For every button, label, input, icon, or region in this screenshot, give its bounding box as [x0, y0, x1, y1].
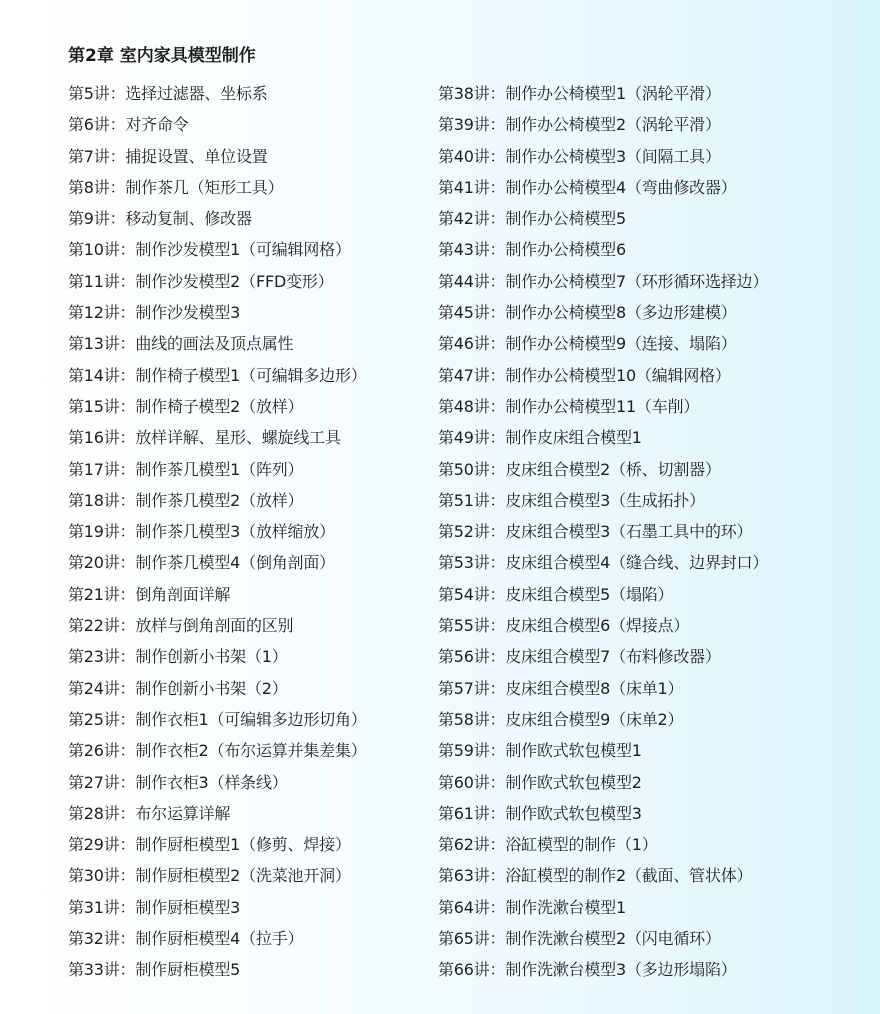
lesson-item: [68, 613, 433, 644]
lesson-text: 第63讲：浴缸模型的制作2（截面、管状体）: [438, 866, 753, 886]
lesson-text: 第18讲：制作茶几模型2（放样）: [68, 490, 304, 510]
lesson-item: [438, 676, 878, 707]
lesson-text: 第44讲：制作办公椅模型7（环形循环选择边）: [438, 271, 769, 291]
lesson-item: [438, 300, 878, 331]
lesson-item: [438, 707, 878, 738]
lesson-text: 第21讲：倒角剖面详解: [68, 584, 231, 604]
lesson-item: [438, 394, 878, 425]
lesson-item: [438, 331, 878, 362]
lesson-text: 第31讲：制作厨柜模型3: [68, 897, 241, 917]
lesson-item: [68, 519, 433, 550]
lesson-text: 第11讲：制作沙发模型2（FFD变形）: [68, 271, 334, 291]
lesson-text: 第6讲：对齐命令: [68, 115, 189, 135]
lesson-item: [438, 738, 878, 769]
lesson-text: 第58讲：皮床组合模型9（床单2）: [438, 709, 684, 729]
lesson-item: [68, 738, 433, 769]
lesson-item: [438, 957, 878, 988]
lesson-text: 第66讲：制作洗漱台模型3（多边形塌陷）: [438, 960, 737, 980]
lesson-text: 第28讲：布尔运算详解: [68, 803, 231, 823]
lesson-item: [438, 644, 878, 675]
lesson-item: [68, 801, 433, 832]
lesson-item: [68, 269, 433, 300]
lesson-text: 第20讲：制作茶几模型4（倒角剖面）: [68, 553, 335, 573]
lesson-item: [438, 926, 878, 957]
lesson-list-right: [438, 81, 878, 989]
lesson-text: 第9讲：移动复制、修改器: [68, 209, 252, 229]
lesson-item: [68, 644, 433, 675]
lesson-text: 第60讲：制作欧式软包模型2: [438, 772, 642, 792]
lesson-text: 第17讲：制作茶几模型1（阵列）: [68, 459, 304, 479]
lesson-item: [68, 112, 433, 143]
lesson-item: [438, 863, 878, 894]
lesson-text: 第48讲：制作办公椅模型11（车削）: [438, 396, 700, 416]
lesson-text: 第10讲：制作沙发模型1（可编辑网格）: [68, 240, 351, 260]
lesson-item: [438, 363, 878, 394]
lesson-item: [68, 770, 433, 801]
lesson-text: 第38讲：制作办公椅模型1（涡轮平滑）: [438, 84, 721, 103]
lesson-text: 第7讲：捕捉设置、单位设置: [68, 146, 268, 166]
lesson-item: [68, 676, 433, 707]
lesson-item: [68, 81, 433, 112]
lesson-text: 第45讲：制作办公椅模型8（多边形建模）: [438, 303, 737, 323]
lesson-text: 第15讲：制作椅子模型2（放样）: [68, 396, 304, 416]
lesson-text: 第25讲：制作衣柜1（可编辑多边形切角）: [68, 709, 367, 729]
lesson-item: [68, 926, 433, 957]
lesson-item: [438, 175, 878, 206]
lesson-item: [438, 770, 878, 801]
lesson-list-left: [68, 81, 433, 989]
lesson-item: [68, 206, 433, 237]
lesson-text: 第19讲：制作茶几模型3（放样缩放）: [68, 522, 335, 542]
lesson-text: 第57讲：皮床组合模型8（床单1）: [438, 678, 684, 698]
lesson-item: [438, 425, 878, 456]
lesson-text: 第52讲：皮床组合模型3（石墨工具中的环）: [438, 522, 753, 542]
lesson-item: [68, 582, 433, 613]
lesson-item: [68, 957, 433, 988]
lesson-text: 第64讲：制作洗漱台模型1: [438, 897, 626, 917]
lesson-item: [68, 863, 433, 894]
lesson-text: 第13讲：曲线的画法及顶点属性: [68, 334, 294, 354]
lesson-text: 第8讲：制作茶几（矩形工具）: [68, 177, 284, 197]
lesson-item: [68, 457, 433, 488]
lesson-item: [438, 112, 878, 143]
lesson-item: [68, 175, 433, 206]
lesson-item: [68, 300, 433, 331]
lesson-item: [438, 582, 878, 613]
lesson-text: 第32讲：制作厨柜模型4（拉手）: [68, 929, 304, 949]
lesson-item: [68, 707, 433, 738]
lesson-item: [438, 519, 878, 550]
lesson-item: [438, 457, 878, 488]
lesson-item: [68, 895, 433, 926]
lesson-item: [438, 81, 878, 112]
lesson-text: 第24讲：制作创新小书架（2）: [68, 678, 288, 698]
lesson-text: 第59讲：制作欧式软包模型1: [438, 741, 642, 761]
lesson-text: 第27讲：制作衣柜3（样条线）: [68, 772, 288, 792]
lesson-item: [438, 206, 878, 237]
lesson-text: 第40讲：制作办公椅模型3（间隔工具）: [438, 146, 721, 166]
lesson-text: 第22讲：放样与倒角剖面的区别: [68, 616, 294, 636]
lesson-item: [438, 613, 878, 644]
lesson-text: 第23讲：制作创新小书架（1）: [68, 647, 288, 667]
lesson-item: [438, 144, 878, 175]
lesson-item: [438, 801, 878, 832]
lesson-item: [68, 237, 433, 268]
lesson-text: 第16讲：放样详解、星形、螺旋线工具: [68, 428, 341, 448]
lesson-text: 第30讲：制作厨柜模型2（洗菜池开洞）: [68, 866, 351, 886]
lesson-item: [438, 488, 878, 519]
lesson-text: 第12讲：制作沙发模型3: [68, 303, 241, 323]
lesson-text: 第42讲：制作办公椅模型5: [438, 209, 626, 229]
lesson-text: 第26讲：制作衣柜2（布尔运算并集差集）: [68, 741, 367, 761]
lesson-item: [68, 144, 433, 175]
lesson-text: 第33讲：制作厨柜模型5: [68, 960, 241, 980]
lesson-item: [68, 331, 433, 362]
lesson-text: 第43讲：制作办公椅模型6: [438, 240, 626, 260]
lesson-item: [438, 832, 878, 863]
lesson-item: [438, 895, 878, 926]
lesson-item: [68, 425, 433, 456]
lesson-text: 第61讲：制作欧式软包模型3: [438, 803, 642, 823]
lesson-text: 第53讲：皮床组合模型4（缝合线、边界封口）: [438, 553, 769, 573]
lesson-text: 第49讲：制作皮床组合模型1: [438, 428, 642, 448]
lesson-text: 第51讲：皮床组合模型3（生成拓扑）: [438, 490, 705, 510]
lesson-text: 第50讲：皮床组合模型2（桥、切割器）: [438, 459, 721, 479]
lesson-text: 第56讲：皮床组合模型7（布料修改器）: [438, 647, 721, 667]
lesson-text: 第46讲：制作办公椅模型9（连接、塌陷）: [438, 334, 737, 354]
lesson-item: [68, 832, 433, 863]
lesson-text: 第54讲：皮床组合模型5（塌陷）: [438, 584, 674, 604]
lesson-text: 第55讲：皮床组合模型6（焊接点）: [438, 616, 690, 636]
lesson-text: 第41讲：制作办公椅模型4（弯曲修改器）: [438, 177, 737, 197]
lesson-item: [68, 394, 433, 425]
lesson-text: 第14讲：制作椅子模型1（可编辑多边形）: [68, 365, 367, 385]
lesson-text: 第62讲：浴缸模型的制作（1）: [438, 835, 658, 855]
chapter-title: 第2章 室内家具模型制作: [68, 46, 256, 66]
lesson-item: [68, 363, 433, 394]
lesson-text: 第5讲：选择过滤器、坐标系: [68, 84, 268, 103]
lesson-item: [68, 488, 433, 519]
lesson-text: 第29讲：制作厨柜模型1（修剪、焊接）: [68, 835, 351, 855]
lesson-text: 第47讲：制作办公椅模型10（编辑网格）: [438, 365, 731, 385]
lesson-item: [68, 550, 433, 581]
lesson-text: 第39讲：制作办公椅模型2（涡轮平滑）: [438, 115, 721, 135]
lesson-text: 第65讲：制作洗漱台模型2（闪电循环）: [438, 929, 721, 949]
lesson-item: [438, 550, 878, 581]
lesson-item: [438, 269, 878, 300]
lesson-item: [438, 237, 878, 268]
